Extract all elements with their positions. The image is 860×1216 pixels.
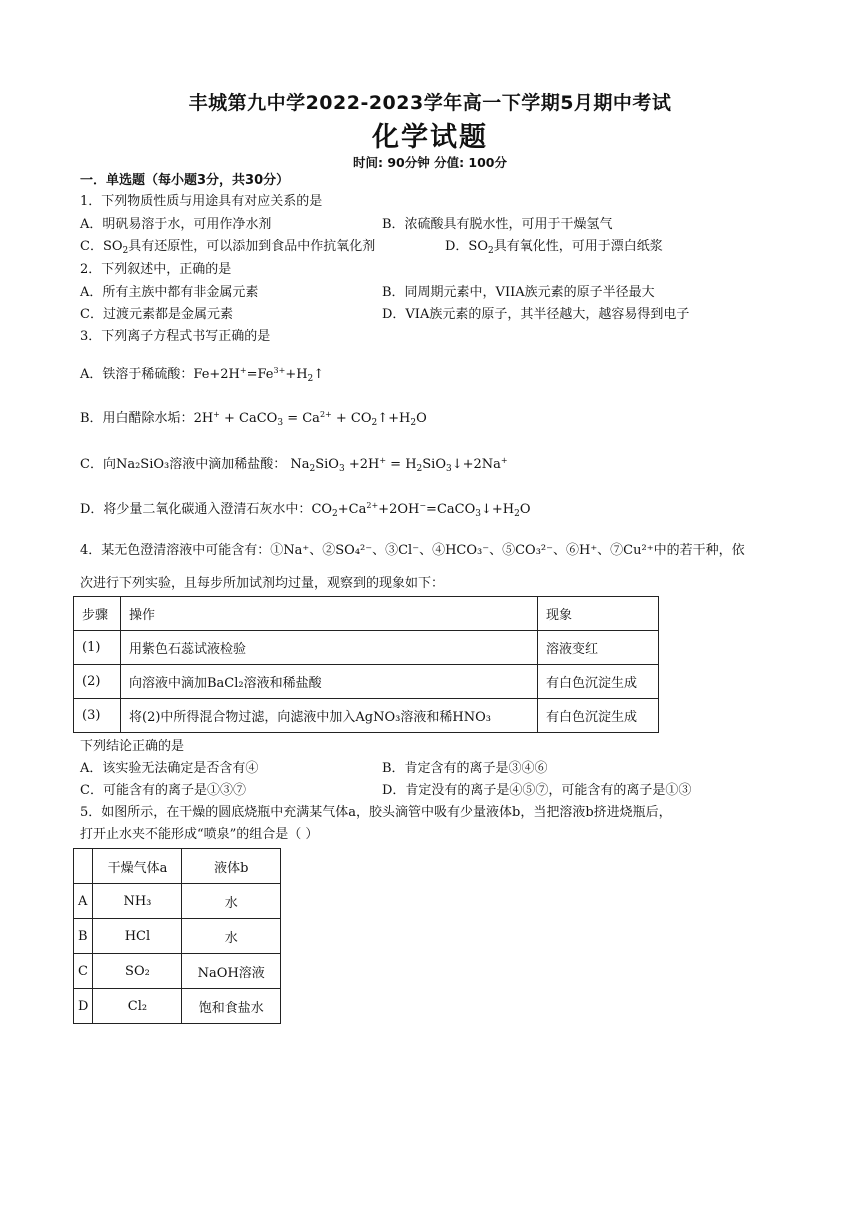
table-row	[74, 919, 281, 954]
q1-option-c: C．$SO_2$具有还原性，可以添加到食品中作抗氧化剂	[80, 239, 376, 256]
table-cell: 将(2)中所得混合物过滤，向滤液中加入AgNO₃溶液和稀HNO₃	[121, 699, 538, 733]
table-cell: 用紫色石蕊试液检验	[121, 631, 538, 665]
q1-option-b: B．浓硫酸具有脱水性，可用于干燥氢气	[382, 217, 613, 232]
q2-option-c: C．过渡元素都是金属元素	[80, 307, 233, 322]
table-header-row	[74, 849, 281, 884]
q2-option-a: A．所有主族中都有非金属元素	[80, 285, 259, 300]
q5-stem-line2: 打开止水夹不能形成“喷泉”的组合是（ ）	[80, 827, 319, 842]
table-cell: HCl	[93, 919, 182, 954]
q2-option-b: B．同周期元素中，VIIA族元素的原子半径最大	[382, 285, 655, 300]
q4-conclusion-prompt: 下列结论正确的是	[80, 739, 185, 754]
table-header-cell: 液体b	[182, 849, 281, 884]
table-cell: (3)	[74, 699, 121, 733]
q2-stem: 2．下列叙述中，正确的是	[80, 262, 232, 277]
table-cell: C	[74, 954, 93, 989]
table-cell: A	[74, 884, 93, 919]
q2-option-d: D．VIA族元素的原子，其半径越大，越容易得到电子	[382, 307, 690, 322]
table-row	[74, 884, 281, 919]
table-header-row	[74, 597, 659, 631]
q3-option-c: C．向Na₂SiO₃溶液中滴加稀盐酸： $Na_2SiO_3 +2H^+$ = $H_2SiO_3↓+2Na^+$	[80, 456, 508, 474]
q4-option-d: D．肯定没有的离子是④⑤⑦，可能含有的离子是①③	[382, 783, 692, 798]
table-cell: 向溶液中滴加BaCl₂溶液和稀盐酸	[121, 665, 538, 699]
table-cell: 饱和食盐水	[182, 989, 281, 1024]
q1-stem: 1．下列物质性质与用途具有对应关系的是	[80, 194, 323, 209]
table-header-cell: 现象	[538, 597, 659, 631]
table-header-cell: 操作	[121, 597, 538, 631]
q4-option-b: B．肯定含有的离子是③④⑥	[382, 761, 548, 776]
q3-option-b: B．用白醋除水垢：2H+ + CaCO$_3$ = $Ca^{2+}$ + $CO_2↑+H_2O$	[80, 410, 427, 428]
q1-option-a: A．明矾易溶于水，可用作净水剂	[80, 217, 272, 232]
table-row	[74, 989, 281, 1024]
table-cell: D	[74, 989, 93, 1024]
table-row	[74, 954, 281, 989]
q3-stem: 3．下列离子方程式书写正确的是	[80, 329, 271, 344]
q3-option-a: A．铁溶于稀硫酸：$Fe+2H^+=Fe^{3+}+H_2↑$	[80, 366, 325, 384]
table-row	[74, 699, 659, 733]
table-cell: NH₃	[93, 884, 182, 919]
table-cell: (1)	[74, 631, 121, 665]
table-row	[74, 665, 659, 699]
table-cell: NaOH溶液	[182, 954, 281, 989]
table-header-cell	[74, 849, 93, 884]
q3-option-d: D．将少量二氧化碳通入澄清石灰水中：$CO_2+Ca^{2+}+2OH^-=CaCO_3↓+H_2O$	[80, 501, 531, 519]
q5-stem-line1: 5．如图所示，在干燥的圆底烧瓶中充满某气体a，胶头滴管中吸有少量液体b，当把溶液b挤进烧瓶后，	[80, 805, 672, 820]
table-cell: 有白色沉淀生成	[538, 665, 659, 699]
exam-title: 丰城第九中学2022-2023学年高一下学期5月期中考试	[188, 92, 672, 114]
table-header-cell: 步骤	[74, 597, 121, 631]
time-score-info: 时间: 90分钟 分值: 100分	[352, 155, 508, 170]
table-cell: 水	[182, 884, 281, 919]
section-heading: 一．单选题（每小题3分，共30分）	[80, 173, 290, 188]
q4-option-a: A．该实验无法确定是否含有④	[80, 761, 259, 776]
table-cell: 水	[182, 919, 281, 954]
table-cell: Cl₂	[93, 989, 182, 1024]
table-cell: B	[74, 919, 93, 954]
q4-stem-line1: 4．某无色澄清溶液中可能含有：①Na⁺、②SO₄²⁻、③Cl⁻、④HCO₃⁻、⑤CO₃²⁻、⑥H⁺、⑦Cu²⁺中的若干种，依	[80, 543, 745, 558]
q4-option-c: C．可能含有的离子是①③⑦	[80, 783, 246, 798]
table-cell: 有白色沉淀生成	[538, 699, 659, 733]
q4-experiment-table	[73, 596, 659, 733]
table-cell: (2)	[74, 665, 121, 699]
table-row	[74, 631, 659, 665]
q4-stem-line2: 次进行下列实验，且每步所加试剂均过量，观察到的现象如下：	[80, 576, 445, 591]
table-cell: 溶液变红	[538, 631, 659, 665]
subject-title: 化学试题	[372, 122, 488, 153]
q1-option-d: D．$SO_2$具有氧化性，可用于漂白纸浆	[445, 239, 663, 256]
table-header-cell: 干燥气体a	[93, 849, 182, 884]
table-cell: SO₂	[93, 954, 182, 989]
q5-options-table	[73, 848, 281, 1024]
